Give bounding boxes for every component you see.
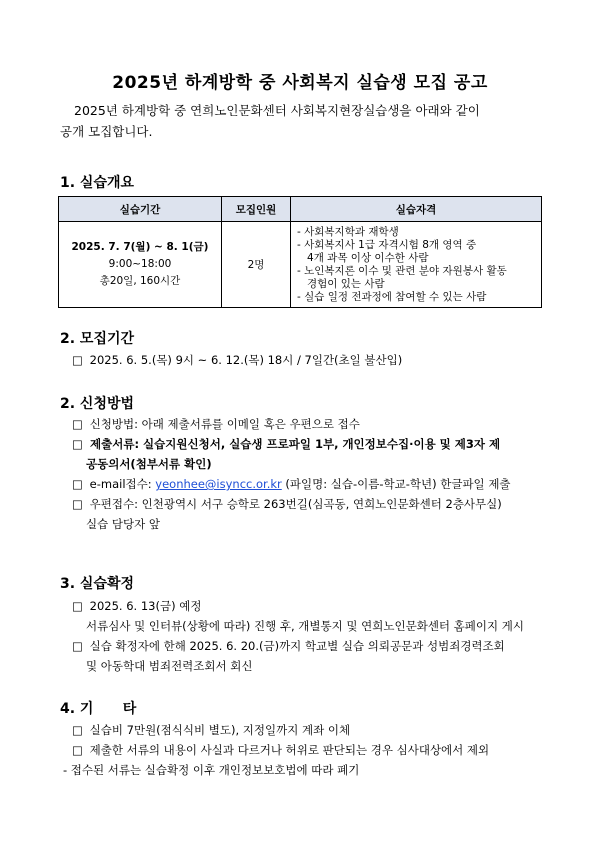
checkbox-icon: □ xyxy=(72,599,83,613)
period-cell xyxy=(59,222,222,308)
table-row xyxy=(59,222,542,308)
qualification-line: 경험이 있는 사람 xyxy=(297,277,385,290)
apply-email-note: (파일명: 실습-이름-학교-학년) 한글파일 제출 xyxy=(281,477,511,491)
email-link[interactable]: yeonhee@isyncc.or.kr xyxy=(155,477,282,491)
confirm-process-text: 서류심사 및 인터뷰(상황에 따라) 진행 후, 개별통지 및 연희노인문화센터 홈페이지 게시 xyxy=(86,619,524,633)
confirm-date-item xyxy=(72,596,524,636)
header-qualification: 실습자격 xyxy=(291,197,542,222)
etc-pay-item xyxy=(72,720,350,740)
checkbox-icon: □ xyxy=(72,417,83,431)
count-cell: 2명 xyxy=(222,222,291,308)
recruit-period-text: 2025. 6. 5.(목) 9시 ~ 6. 12.(목) 18시 / 7일간(초일 불산입) xyxy=(89,353,403,367)
checkbox-icon: □ xyxy=(72,477,83,491)
etc-false-docs-item xyxy=(72,740,489,760)
header-count: 모집인원 xyxy=(222,197,291,222)
confirm-docs-text: 실습 확정자에 한해 2025. 6. 20.(금)까지 학교별 실습 의뢰공문과 성범죄경력조회 xyxy=(89,639,505,653)
confirm-docs-item xyxy=(72,636,505,676)
checkbox-icon: □ xyxy=(72,437,83,451)
apply-email-item xyxy=(72,474,511,494)
apply-post-text: 우편접수: 인천광역시 서구 승학로 263번길(심곡동, 연희노인문화센터 2층사무실) xyxy=(89,497,502,511)
apply-method-text: 신청방법: 아래 제출서류를 이메일 혹은 우편으로 접수 xyxy=(89,417,360,431)
apply-email-label: e-mail접수: xyxy=(89,477,156,491)
section-heading-etc: 4. 기 타 xyxy=(60,701,137,717)
qualification-line: 4개 과목 이상 이수한 사람 xyxy=(297,251,429,264)
apply-method-item xyxy=(72,414,360,434)
section-heading-apply: 2. 신청방법 xyxy=(60,396,135,412)
confirm-date-text: 2025. 6. 13(금) 예정 xyxy=(89,599,202,613)
checkbox-icon: □ xyxy=(72,723,83,737)
intro-line-1: 2025년 하계방학 중 연희노인문화센터 사회복지현장실습생을 아래와 같이 xyxy=(74,103,480,118)
etc-pay-text: 실습비 7만원(점식식비 별도), 지정일까지 계좌 이체 xyxy=(89,723,351,737)
etc-false-docs-text: 제출한 서류의 내용이 사실과 다르거나 허위로 판단되는 경우 심사대상에서 제외 xyxy=(89,743,490,757)
apply-post-text-cont: 실습 담당자 앞 xyxy=(86,517,160,531)
confirm-docs-text-cont: 및 아동학대 범죄전력조회서 회신 xyxy=(86,659,253,673)
apply-docs-item xyxy=(72,434,500,474)
intro-paragraph xyxy=(60,100,540,142)
apply-docs-text: 제출서류: 실습지원신청서, 실습생 프로파일 1부, 개인정보수집·이용 및 제3자 제 xyxy=(90,437,501,451)
intro-line-2: 공개 모집합니다. xyxy=(60,124,153,139)
checkbox-icon: □ xyxy=(72,743,83,757)
period-total: 총20일, 160시간 xyxy=(99,275,181,287)
page-title: 2025년 하계방학 중 사회복지 실습생 모집 공고 xyxy=(112,73,488,93)
qualification-line: - 노인복지론 이수 및 관련 분야 자원봉사 활동 xyxy=(297,264,507,277)
qualification-line: - 실습 일정 전과정에 참여할 수 있는 사람 xyxy=(297,290,487,303)
section-heading-overview: 1. 실습개요 xyxy=(60,175,135,191)
qualification-line: - 사회복지학과 재학생 xyxy=(297,225,399,238)
recruit-period-item xyxy=(72,350,402,370)
checkbox-icon: □ xyxy=(72,497,83,511)
period-date: 2025. 7. 7(월) ~ 8. 1(금) xyxy=(71,241,209,253)
etc-disposal-item: - 접수된 서류는 실습확정 이후 개인정보보호법에 따라 폐기 xyxy=(63,763,360,777)
checkbox-icon: □ xyxy=(72,639,83,653)
checkbox-icon: □ xyxy=(72,353,83,367)
apply-docs-text-cont: 공동의서(첨부서류 확인) xyxy=(86,457,212,471)
qualification-cell xyxy=(291,222,542,308)
apply-post-item xyxy=(72,494,502,534)
table-header-row xyxy=(59,197,542,222)
section-heading-confirm: 3. 실습확정 xyxy=(60,576,135,592)
period-time: 9:00~18:00 xyxy=(108,258,172,270)
overview-table xyxy=(58,196,542,308)
header-period: 실습기간 xyxy=(59,197,222,222)
qualification-line: - 사회복지사 1급 자격시험 8개 영역 중 xyxy=(297,238,477,251)
section-heading-recruit-period: 2. 모집기간 xyxy=(60,331,135,347)
